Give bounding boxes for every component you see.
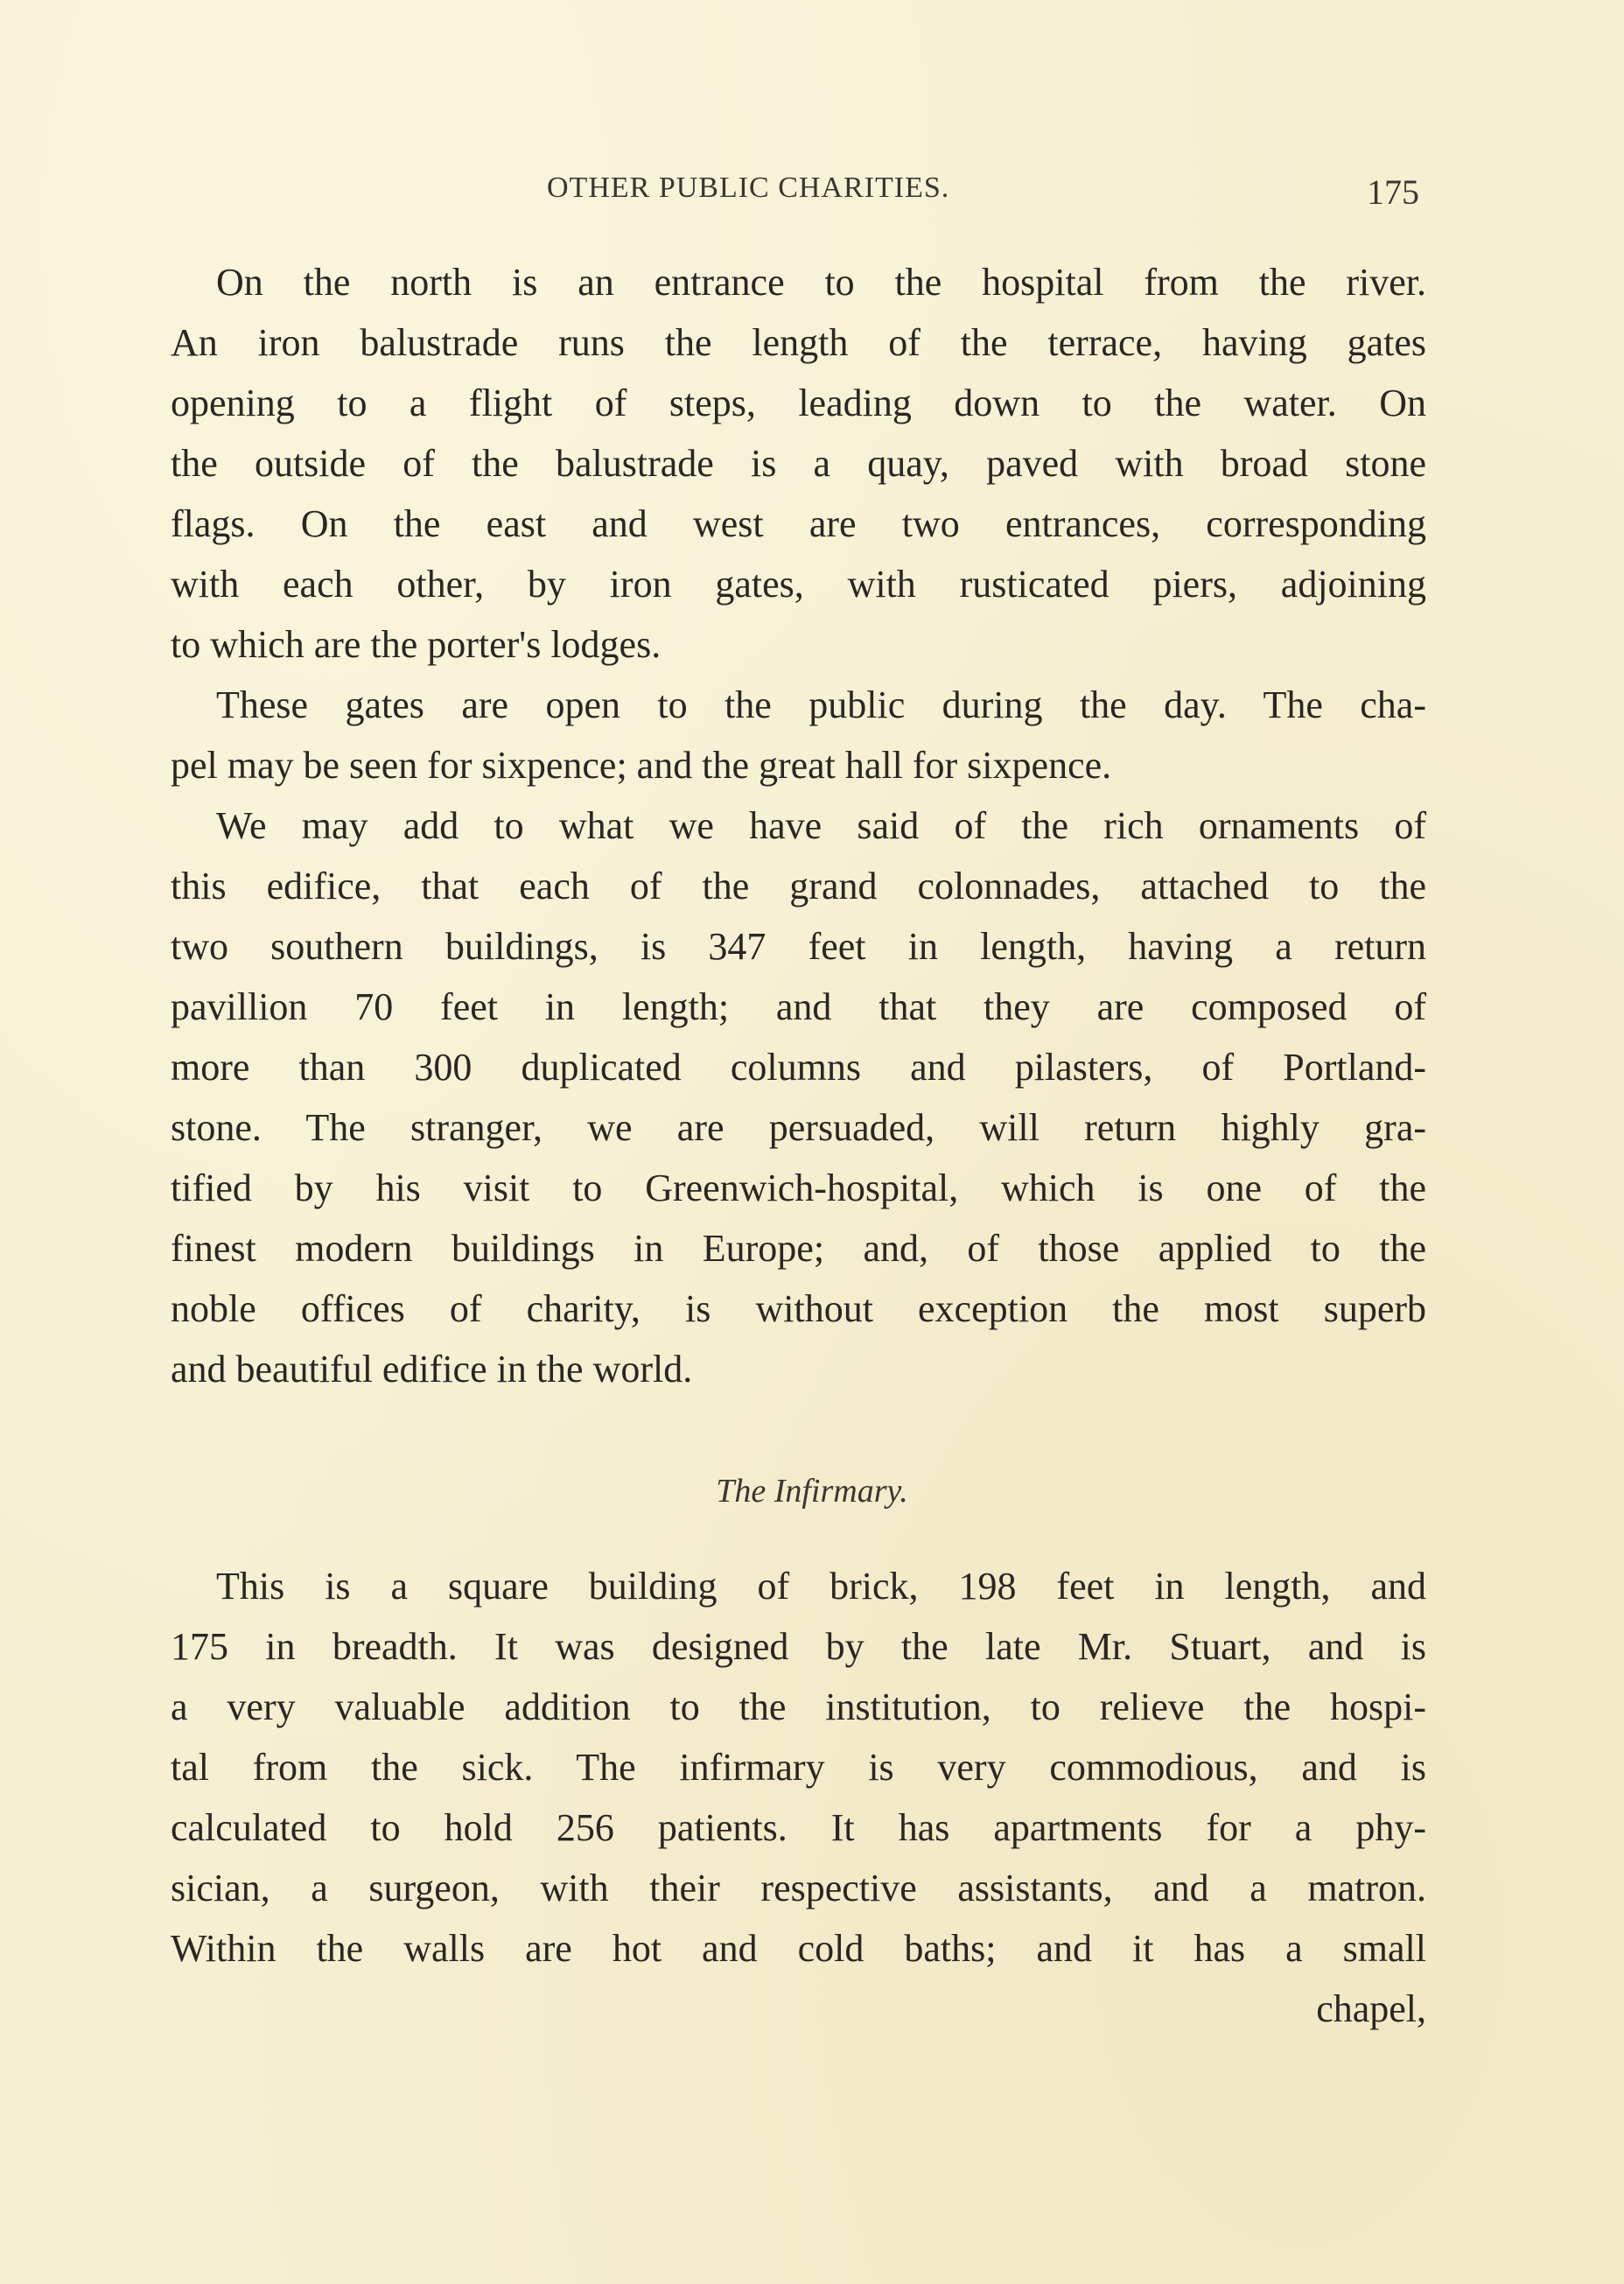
- text-line: On the north is an entrance to the hospital from the river.: [216, 261, 1426, 304]
- section-heading: The Infirmary.: [716, 1473, 908, 1510]
- text-line: tal from the sick. The infirmary is very commodious, and is: [171, 1746, 1426, 1789]
- text-line: flags. On the east and west are two entrances, corresponding: [171, 502, 1426, 545]
- text-line: calculated to hold 256 patients. It has apartments for a phy-: [171, 1806, 1426, 1849]
- text-line: Within the walls are hot and cold baths; and it has a small: [171, 1927, 1426, 1970]
- text-line: 175 in breadth. It was designed by the late Mr. Stuart, and is: [171, 1625, 1426, 1668]
- text-line: more than 300 duplicated columns and pilasters, of Portland-: [171, 1046, 1426, 1089]
- text-line: the outside of the balustrade is a quay, paved with broad stone: [171, 442, 1426, 485]
- text-line: pel may be seen for sixpence; and the great hall for sixpence.: [171, 744, 1112, 787]
- catchword: chapel,: [1316, 1987, 1426, 2030]
- page-number: 175: [1367, 172, 1419, 212]
- running-head: [0, 172, 1624, 224]
- text-line: opening to a flight of steps, leading down to the water. On: [171, 382, 1426, 424]
- text-line: sician, a surgeon, with their respective assistants, and a matron.: [171, 1867, 1426, 1909]
- text-line: We may add to what we have said of the rich ornaments of: [216, 804, 1426, 847]
- text-line: pavillion 70 feet in length; and that they are composed of: [171, 985, 1426, 1028]
- text-line: An iron balustrade runs the length of the terrace, having gates: [171, 321, 1426, 364]
- text-line: These gates are open to the public during the day. The cha-: [216, 683, 1426, 726]
- text-line: tified by his visit to Greenwich-hospital, which is one of the: [171, 1167, 1426, 1209]
- text-line: a very valuable addition to the institution, to relieve the hospi-: [171, 1685, 1426, 1728]
- paragraphs-greenwich-hospital: [171, 252, 1426, 1399]
- paragraph-infirmary: [171, 1556, 1426, 2039]
- text-line: noble offices of charity, is without exception the most superb: [171, 1287, 1426, 1330]
- text-line: with each other, by iron gates, with rusticated piers, adjoining: [171, 563, 1426, 606]
- text-line: to which are the porter's lodges.: [171, 623, 662, 666]
- text-line: finest modern buildings in Europe; and, of those applied to the: [171, 1227, 1426, 1270]
- running-title: OTHER PUBLIC CHARITIES.: [547, 172, 950, 204]
- text-line: this edifice, that each of the grand colonnades, attached to the: [171, 865, 1426, 907]
- text-line: This is a square building of brick, 198 feet in length, and: [216, 1565, 1426, 1608]
- text-line: stone. The stranger, we are persuaded, will return highly gra-: [171, 1106, 1426, 1149]
- text-line: and beautiful edifice in the world.: [171, 1348, 693, 1391]
- text-line: two southern buildings, is 347 feet in length, having a return: [171, 925, 1426, 968]
